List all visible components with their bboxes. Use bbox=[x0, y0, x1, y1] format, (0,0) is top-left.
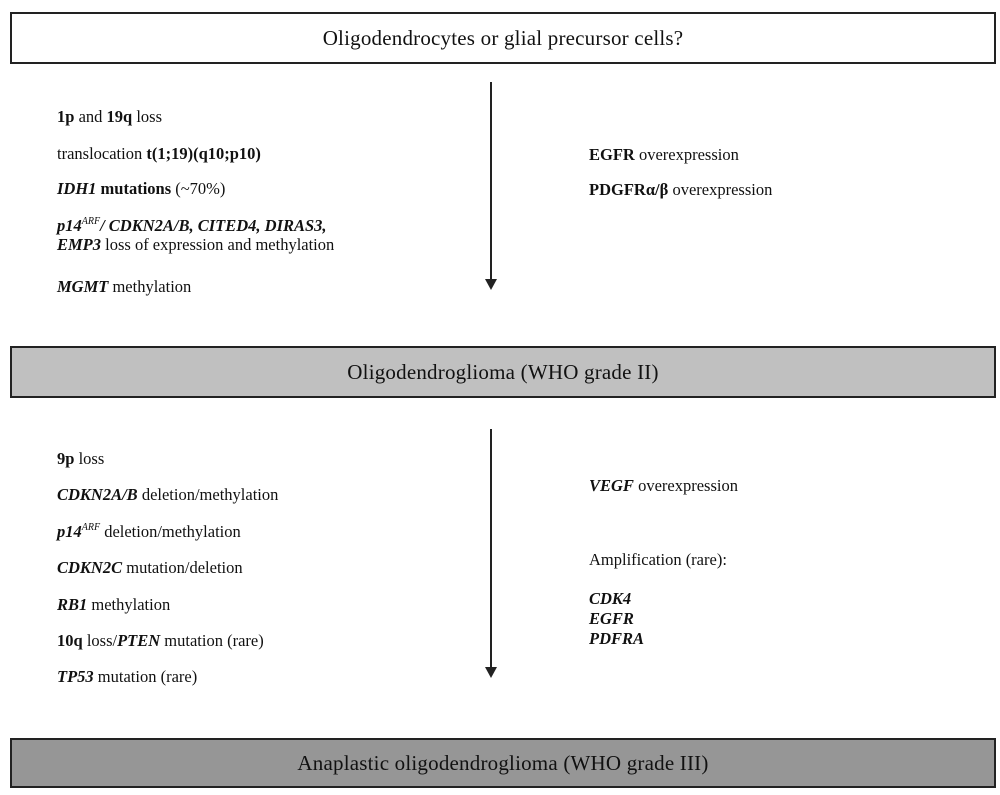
list-item: 1p and 19q loss bbox=[57, 107, 163, 126]
stage-box-grade-ii bbox=[10, 346, 996, 398]
list-item: MGMT methylation bbox=[57, 277, 192, 296]
amplified-gene: PDFRA bbox=[589, 629, 645, 648]
list-item: VEGF overexpression bbox=[589, 476, 738, 495]
list-item: 10q loss/PTEN mutation (rare) bbox=[57, 631, 264, 650]
stage-box-origin bbox=[10, 12, 996, 64]
down-arrow-icon bbox=[490, 82, 492, 288]
list-item: IDH1 mutations (~70%) bbox=[57, 179, 226, 198]
list-item: CDKN2A/B deletion/methylation bbox=[57, 485, 279, 504]
list-item: $p14^{ARF}/$ CDKN2A/B, CITED4, DIRAS3, EMP3 loss of expression and methylation bbox=[57, 216, 335, 254]
stage-label: Oligodendroglioma (WHO grade II) bbox=[347, 359, 659, 384]
list-item: translocation t(1;19)(q10;p10) bbox=[57, 144, 261, 163]
list-item: 9p loss bbox=[57, 449, 105, 468]
list-item: CDKN2C mutation/deletion bbox=[57, 558, 243, 577]
stage-label: Oligodendrocytes or glial precursor cells? bbox=[322, 25, 684, 50]
list-item: RB1 methylation bbox=[57, 595, 171, 614]
list-item: $p14^{ARF}$ deletion/methylation bbox=[57, 522, 241, 541]
amplified-gene: CDK4 bbox=[589, 589, 632, 608]
list-item: EGFR overexpression bbox=[589, 145, 739, 164]
list-item: TP53 mutation (rare) bbox=[57, 667, 198, 686]
down-arrow-icon bbox=[490, 429, 492, 676]
stage-box-grade-iii bbox=[10, 738, 996, 788]
list-item: PDGFRα/β overexpression bbox=[589, 180, 773, 199]
amplified-gene: EGFR bbox=[589, 609, 634, 628]
stage-label: Anaplastic oligodendroglioma (WHO grade III) bbox=[297, 750, 709, 775]
amplification-title: Amplification (rare): bbox=[589, 550, 727, 569]
